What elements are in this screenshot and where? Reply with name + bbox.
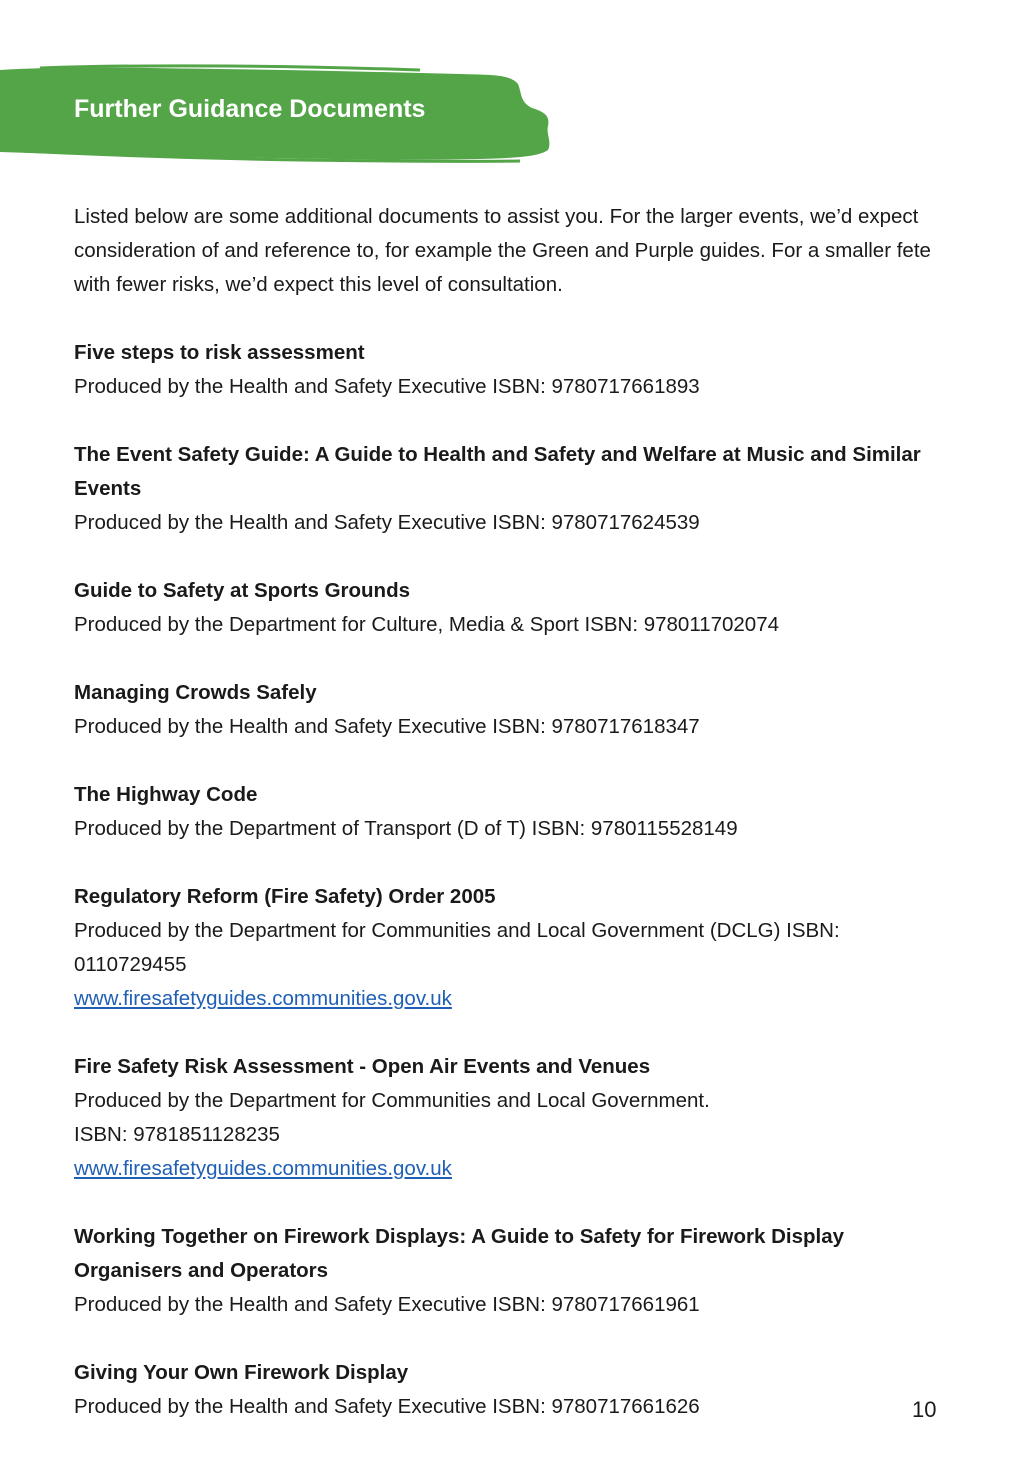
document-isbn: ISBN: 9781851128235 — [74, 1123, 280, 1146]
document-details: Produced by the Health and Safety Executive ISBN: 9780717661626 — [74, 1395, 700, 1418]
page-title: Further Guidance Documents — [74, 95, 426, 123]
document-details: Produced by the Health and Safety Executive ISBN: 9780717661893 — [74, 375, 700, 398]
document-entry — [74, 336, 934, 404]
document-details: Produced by the Department for Culture, Media & Sport ISBN: 978011702074 — [74, 613, 780, 636]
intro-paragraph: Listed below are some additional documents to assist you. For the larger events, we’d expect consideration of and reference to, for example the Green and Purple guides. For a smaller fete with fewer risks, we’d expect this level of consultation. — [74, 205, 931, 296]
document-details: Produced by the Health and Safety Executive ISBN: 9780717661961 — [74, 1293, 700, 1316]
page-number: 10 — [912, 1397, 937, 1422]
main-content — [74, 200, 937, 1458]
document-entry — [74, 1356, 937, 1424]
document-title: Five steps to risk assessment — [74, 341, 365, 364]
document-entry — [74, 438, 934, 540]
document-title: Guide to Safety at Sports Grounds — [74, 579, 411, 602]
document-entry — [74, 676, 934, 744]
document-entry — [74, 1050, 934, 1186]
document-entry — [74, 574, 934, 642]
document-title: Giving Your Own Firework Display — [74, 1361, 409, 1384]
document-title: Regulatory Reform (Fire Safety) Order 2005 — [74, 885, 496, 908]
document-details: Produced by the Health and Safety Executive ISBN: 9780717618347 — [74, 715, 700, 738]
document-details: Produced by the Department of Transport (D of T) ISBN: 9780115528149 — [74, 817, 738, 840]
document-details: Produced by the Department for Communities and Local Government (DCLG) ISBN: 0110729455 — [74, 919, 840, 976]
document-link[interactable]: www.firesafetyguides.communities.gov.uk — [74, 987, 452, 1010]
document-title: Managing Crowds Safely — [74, 681, 317, 704]
document-title: Working Together on Firework Displays: A Guide to Safety for Firework Display Organisers and Operators — [74, 1225, 845, 1282]
document-details: Produced by the Health and Safety Executive ISBN: 9780717624539 — [74, 511, 700, 534]
document-link[interactable]: www.firesafetyguides.communities.gov.uk — [74, 1157, 452, 1180]
document-details: Produced by the Department for Communities and Local Government. — [74, 1089, 710, 1112]
document-title: The Highway Code — [74, 783, 258, 806]
document-entry — [74, 880, 934, 1016]
document-entry — [74, 1220, 934, 1322]
document-title: The Event Safety Guide: A Guide to Health and Safety and Welfare at Music and Similar Events — [74, 443, 921, 500]
document-entry — [74, 778, 934, 846]
document-title: Fire Safety Risk Assessment - Open Air Events and Venues — [74, 1055, 651, 1078]
